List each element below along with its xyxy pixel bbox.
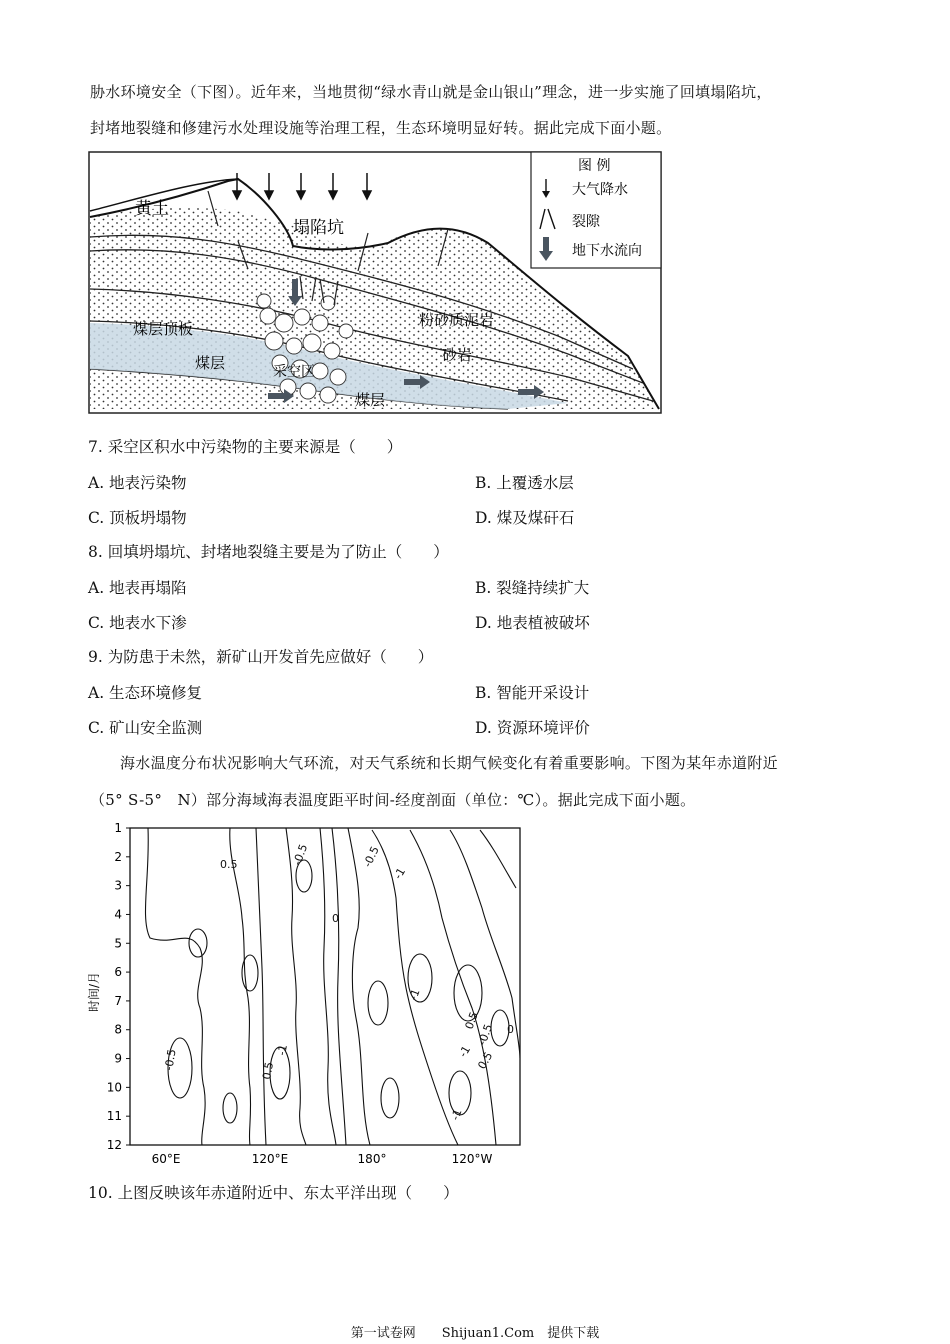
y-tick-labels [107, 821, 130, 1152]
legend [531, 152, 661, 268]
intro2-line-1: 海水温度分布状况影响大气环流，对天气系统和长期气候变化有着重要影响。下图为某年赤道附近 [120, 754, 778, 772]
label-silt: 粉砂质泥岩 [419, 311, 495, 329]
label-pit: 塌陷坑 [293, 218, 344, 238]
chart-ylabel: 时间/月 [87, 971, 101, 1013]
y-tick-7: 7 [114, 993, 122, 1008]
svg-text:0: 0 [507, 1023, 514, 1036]
svg-text:-0.5: -0.5 [162, 1048, 179, 1072]
question-8-option-a[interactable]: A. 地表再塌陷 [88, 579, 187, 597]
label-sand: 砂岩 [442, 346, 473, 364]
y-tick-6: 6 [114, 965, 122, 980]
sst-anomaly-chart [80, 818, 530, 1172]
y-tick-12: 12 [106, 1138, 122, 1152]
y-tick-11: 11 [106, 1109, 122, 1124]
legend-title: 图 例 [578, 158, 611, 174]
y-tick-2: 2 [114, 849, 122, 864]
question-9-option-d[interactable]: D. 资源环境评价 [475, 719, 590, 737]
question-7-option-a[interactable]: A. 地表污染物 [88, 474, 187, 492]
x-tick-1: 120°E [251, 1152, 289, 1166]
legend-crack: 裂隙 [572, 214, 600, 230]
x-tick-0: 60°E [151, 1152, 181, 1166]
intro2-line-2: （5° S-5° N）部分海域海表温度距平时间-经度剖面（单位：℃）。据此完成下面小题。 [90, 791, 696, 809]
svg-text:-1: -1 [275, 1043, 290, 1057]
legend-flow: 地下水流向 [572, 243, 642, 259]
label-goaf: 采空区 [273, 364, 315, 380]
question-8-option-c[interactable]: C. 地表水下渗 [88, 614, 187, 632]
question-9-option-c[interactable]: C. 矿山安全监测 [88, 719, 203, 737]
y-tick-3: 3 [114, 878, 122, 893]
question-10-stem: 10. 上图反映该年赤道附近中、东太平洋出现（ ） [88, 1184, 459, 1202]
y-tick-10: 10 [106, 1080, 122, 1095]
x-tick-3: 120°W [451, 1152, 493, 1166]
question-7-stem: 7. 采空区积水中污染物的主要来源是（ ） [88, 438, 403, 456]
question-9-option-a[interactable]: A. 生态环境修复 [88, 684, 203, 702]
x-tick-2: 180° [357, 1152, 387, 1166]
legend-rain: 大气降水 [572, 182, 628, 198]
svg-text:0.5: 0.5 [220, 858, 238, 871]
y-tick-8: 8 [114, 1022, 122, 1037]
svg-text:-0.5: -0.5 [475, 1022, 496, 1048]
question-7-option-c[interactable]: C. 顶板坍塌物 [88, 509, 187, 527]
intro-line-1: 胁水环境安全（下图）。近年来，当地贯彻“绿水青山就是金山银山”理念，进一步实施了回填塌陷坑， [90, 83, 772, 101]
svg-text:0.5: 0.5 [475, 1049, 496, 1072]
question-8-option-b[interactable]: B. 裂缝持续扩大 [475, 579, 590, 597]
svg-text:-1: -1 [456, 1043, 474, 1060]
question-8-option-d[interactable]: D. 地表植被破坏 [475, 614, 590, 632]
label-roof: 煤层顶板 [133, 320, 194, 338]
intro-line-2: 封堵地裂缝和修建污水处理设施等治理工程，生态环境明显好转。据此完成下面小题。 [90, 119, 672, 137]
page-footer: 第一试卷网 Shijuan1.Com 提供下载 [350, 1326, 600, 1341]
question-9-option-b[interactable]: B. 智能开采设计 [475, 684, 590, 702]
y-tick-9: 9 [114, 1051, 122, 1066]
svg-text:-1: -1 [406, 987, 423, 1003]
question-7-option-b[interactable]: B. 上覆透水层 [475, 474, 574, 492]
y-tick-5: 5 [114, 936, 122, 951]
svg-text:-0.5: -0.5 [360, 844, 382, 870]
svg-text:-1: -1 [448, 1107, 465, 1123]
label-coal-2: 煤层 [355, 391, 386, 409]
svg-text:0.5: 0.5 [260, 1061, 276, 1081]
question-7-option-d[interactable]: D. 煤及煤矸石 [475, 509, 575, 527]
svg-text:-0.5: -0.5 [290, 842, 311, 868]
svg-text:-1: -1 [391, 865, 409, 882]
svg-text:0.5: 0.5 [462, 1010, 481, 1032]
y-tick-4: 4 [114, 907, 122, 922]
x-tick-labels [152, 1152, 493, 1166]
label-loess: 黄土 [135, 199, 169, 219]
geology-diagram [88, 151, 663, 415]
question-9-stem: 9. 为防患于未然，新矿山开发首先应做好（ ） [88, 648, 434, 666]
question-8-stem: 8. 回填坍塌坑、封堵地裂缝主要是为了防止（ ） [88, 543, 449, 561]
svg-text:0: 0 [332, 912, 339, 925]
y-tick-1: 1 [114, 821, 122, 835]
label-coal-1: 煤层 [195, 354, 226, 372]
